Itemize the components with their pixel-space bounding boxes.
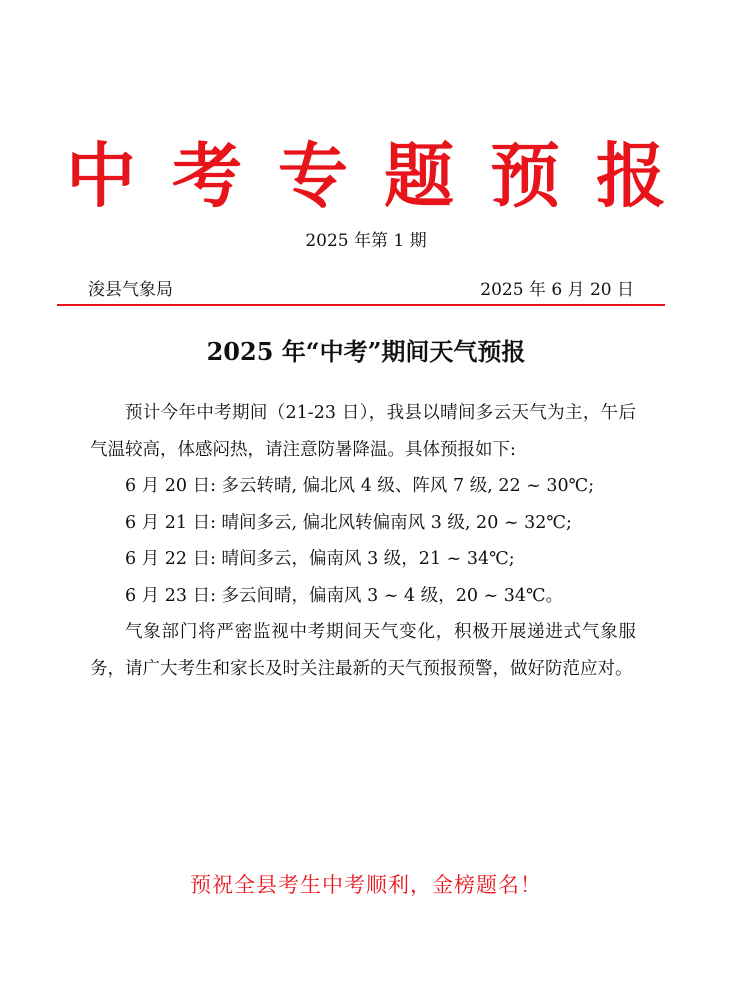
article-body: [90, 395, 636, 687]
closing-slogan: 预祝全县考生中考顺利，金榜题名！: [190, 873, 542, 897]
forecast-day-1: 6 月 20 日: 多云转晴, 偏北风 4 级、阵风 7 级, 22 ~ 30℃;: [125, 476, 595, 496]
issue-number: 2025 年第 1 期: [305, 231, 427, 251]
meta-row: [88, 277, 634, 303]
intro-paragraph: 预计今年中考期间（21-23 日），我县以晴间多云天气为主，午后气温较高，体感闷热，请注意防暑降温。具体预报如下:: [90, 403, 636, 460]
article-headline: 2025 年“中考”期间天气预报: [206, 337, 526, 366]
forecast-day-2: 6 月 21 日: 晴间多云, 偏北风转偏南风 3 级, 20 ~ 32℃;: [125, 512, 572, 533]
forecast-day-3: 6 月 22 日: 晴间多云，偏南风 3 级，21 ~ 34℃;: [125, 549, 515, 569]
red-divider: [57, 304, 665, 306]
issuer-name: 浚县气象局: [88, 280, 173, 300]
issue-date: 2025 年 6 月 20 日: [480, 280, 634, 300]
closing-paragraph: 气象部门将严密监视中考期间天气变化，积极开展递进式气象服务，请广大考生和家长及时关注最新的天气预报预警，做好防范应对。: [90, 622, 636, 679]
forecast-day-4: 6 月 23 日: 多云间晴，偏南风 3 ~ 4 级，20 ~ 34℃。: [125, 585, 564, 606]
masthead-title: 中考专题预报: [66, 134, 702, 217]
